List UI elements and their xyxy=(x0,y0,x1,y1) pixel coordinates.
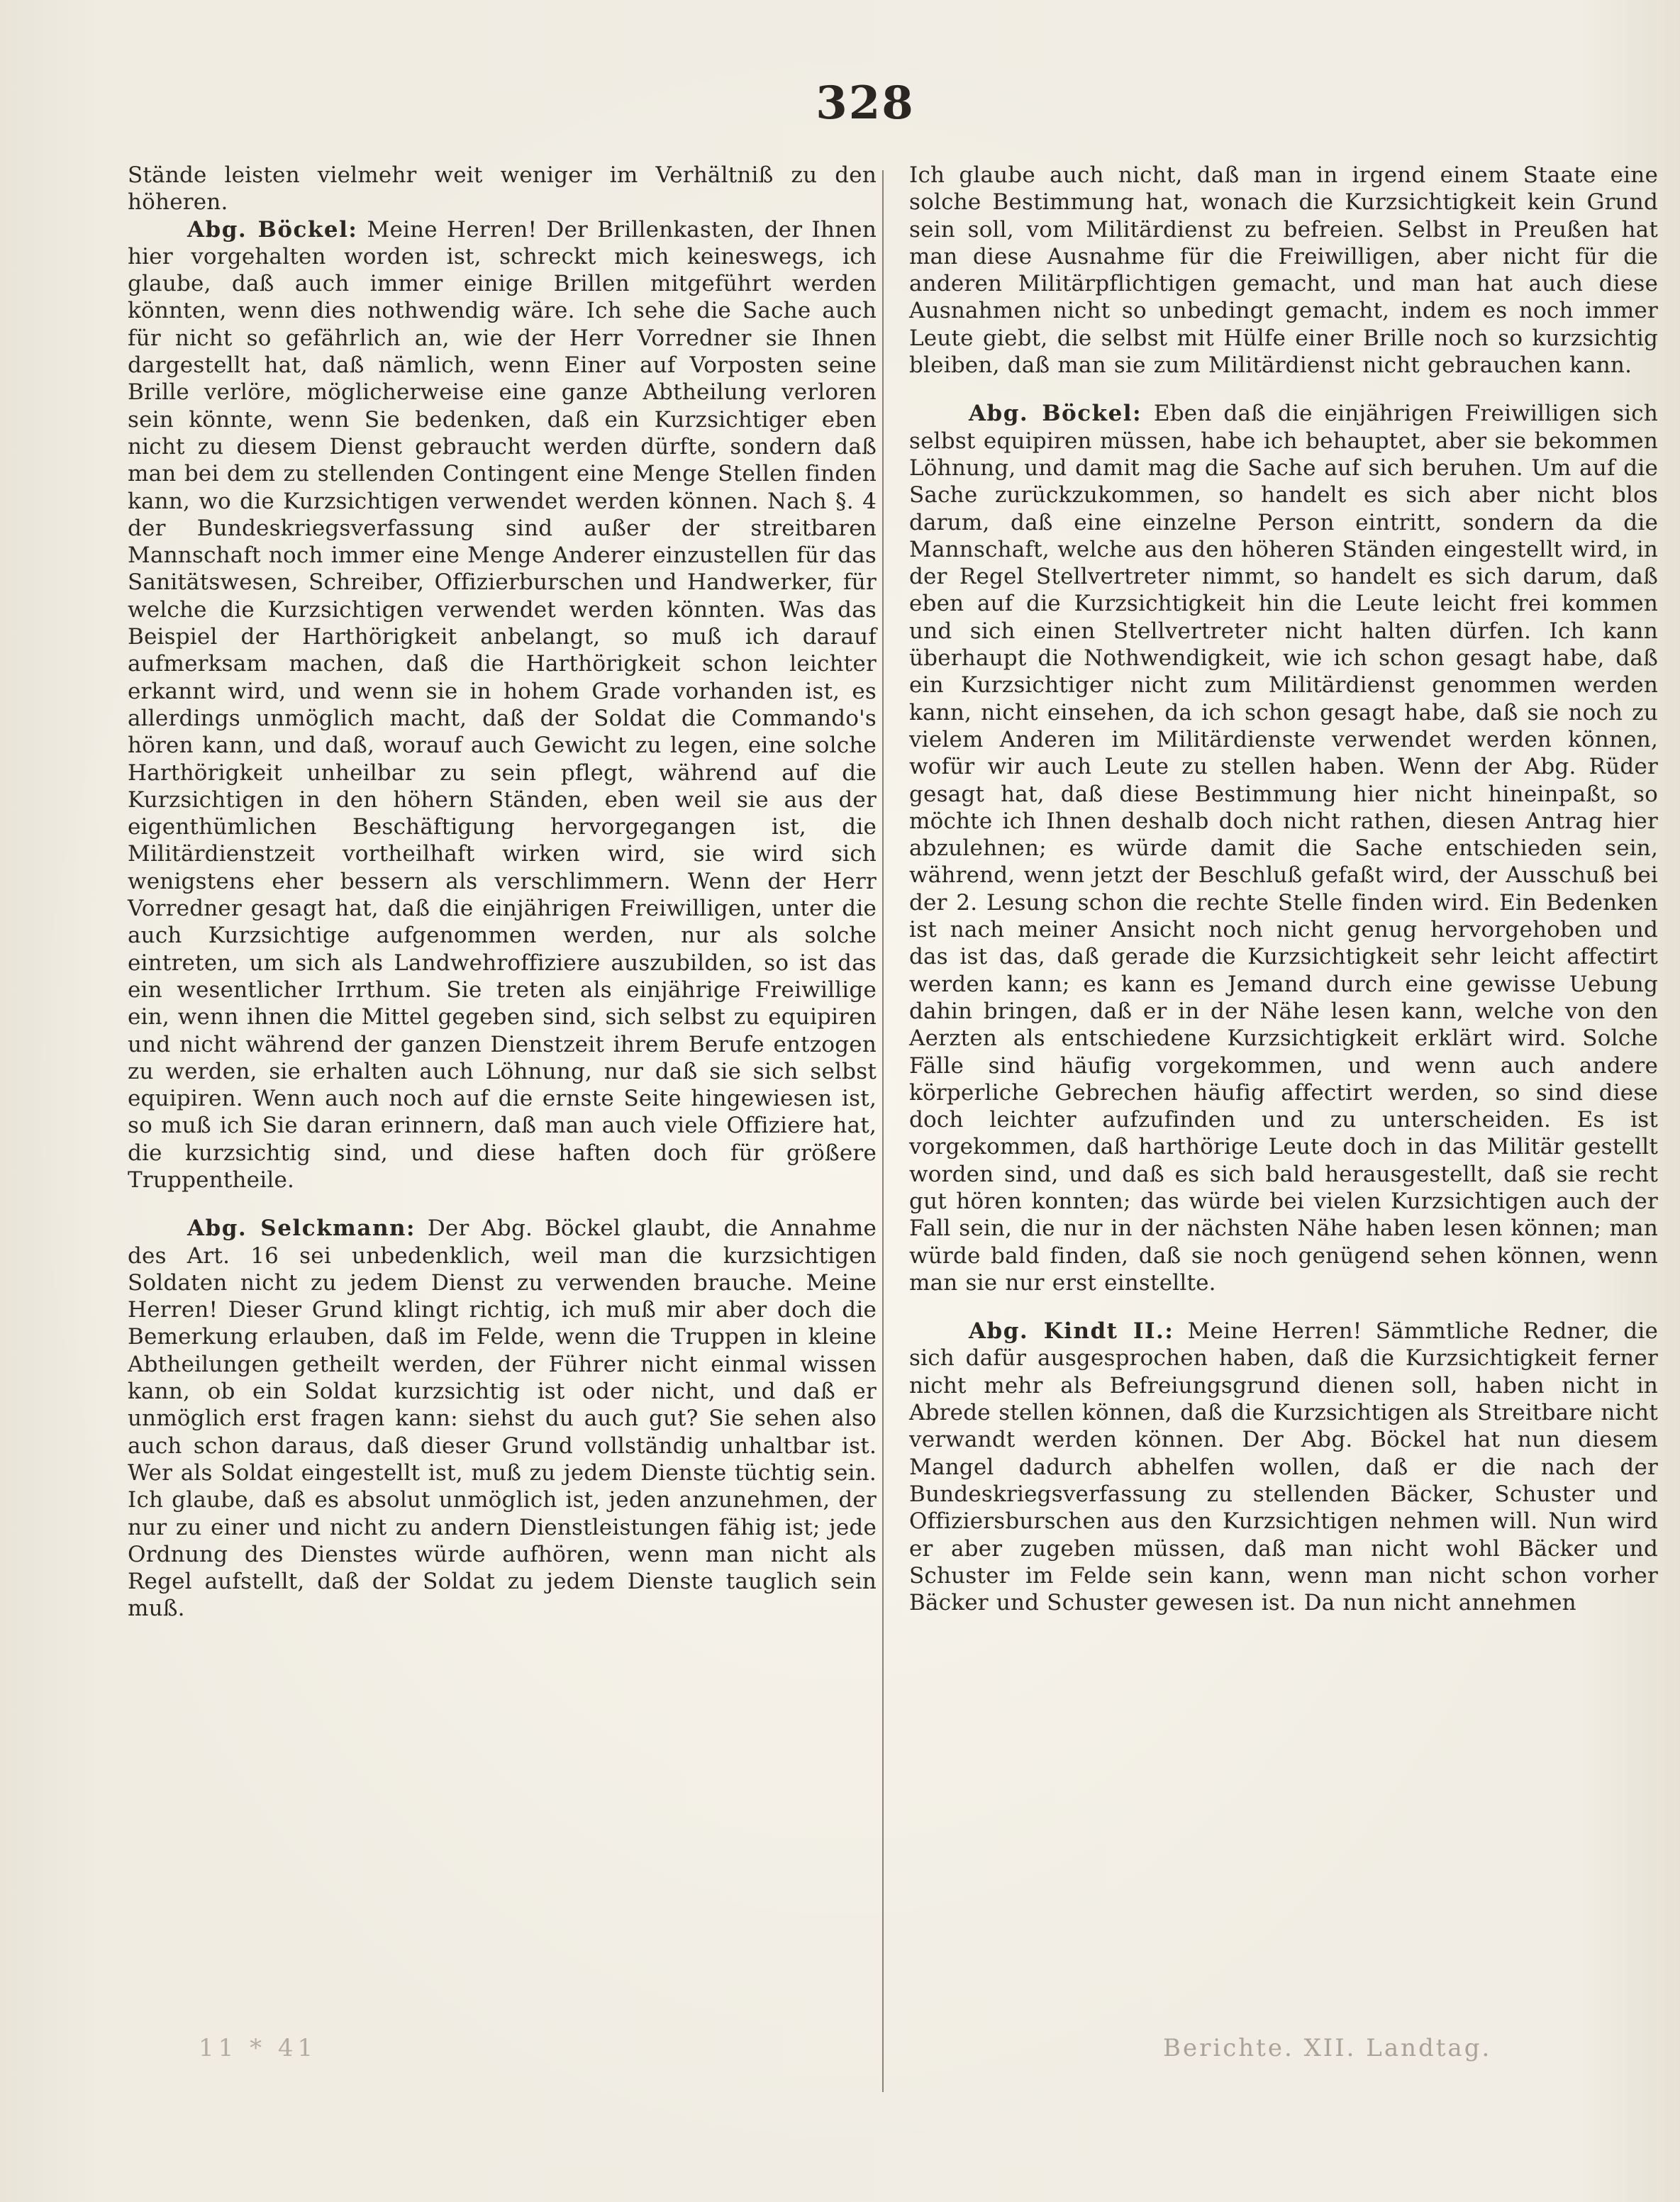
left-column xyxy=(128,162,877,1623)
page-number: 328 xyxy=(816,77,915,130)
paragraph xyxy=(909,400,1658,1296)
speaker-name: Abg. Böckel: xyxy=(187,216,358,243)
speaker-name: Abg. Selckmann: xyxy=(187,1216,416,1242)
paragraph xyxy=(128,1215,877,1622)
paragraph-text: Der Abg. Böckel glaubt, die Annahme des Art. 16 sei unbedenklich, weil man die kurzsichtigen Soldaten nicht zu jedem Dienst zu verwenden brauche. Meine Herren! Dieser Grund klingt richtig, ich muß mir aber doch die Bemerkung erlauben, daß im Felde, wenn die Truppen in kleine Abtheilungen getheilt werden, der Führer nicht einmal wissen kann, ob ein Soldat kurzsichtig ist oder nicht, und daß er unmöglich erst fragen kann: siehst du auch gut? Sie sehen also auch schon daraus, daß dieser Grund vollständig unhaltbar ist. Wer als Soldat eingestellt ist, muß zu jedem Dienste tüchtig sein. Ich glaube, daß es absolut unmöglich ist, jeden anzunehmen, der nur zu einer und nicht zu andern Dienstleistungen fähig ist; jede Ordnung des Dienstes würde aufhören, wenn man nicht als Regel aufstellt, daß der Soldat zu jedem Dienste tauglich sein muß. xyxy=(128,1216,877,1622)
footer-signature: Berichte. XII. Landtag. xyxy=(1163,2034,1492,2062)
speaker-name: Abg. Böckel: xyxy=(969,401,1142,427)
paragraph-text: Eben daß die einjährigen Freiwilligen sich selbst equipiren müssen, habe ich behauptet, aber sie bekommen Löhnung, und damit mag die Sache auf sich beruhen. Um auf die Sache zurückzukommen, so handelt es sich aber nicht blos darum, daß eine einzelne Person eintritt, sondern da die Mannschaft, welche aus den höheren Ständen eingestellt wird, in der Regel Stellvertreter nimmt, so handelt es sich darum, daß eben auf die Kurzsichtigkeit hin die Leute leicht frei kommen und sich einen Stellvertreter nicht halten dürfen. Ich kann überhaupt die Nothwendigkeit, wie ich schon gesagt habe, daß ein Kurzsichtiger nicht zum Militärdienst genommen werden kann, nicht einsehen, da ich schon gesagt habe, daß sie noch zu vielem Anderen im Militärdienste verwendet werden können, wofür wir auch Leute zu stellen haben. Wenn der Abg. Rüder gesagt hat, daß diese Bestimmung hier nicht hineinpaßt, so möchte ich Ihnen deshalb doch nicht rathen, diesen Antrag hier abzulehnen; es würde damit die Sache entschieden sein, während, wenn jetzt der Beschluß gefaßt wird, der Ausschuß bei der 2. Lesung schon die rechte Stelle finden wird. Ein Bedenken ist nach meiner Ansicht noch nicht genug hervorgehoben und das ist das, daß gerade die Kurzsichtigkeit sehr leicht affectirt werden kann; es kann es Jemand durch eine gewisse Uebung dahin bringen, daß er in der Nähe lesen kann, welche von den Aerzten als entschiedene Kurzsichtigkeit erklärt wird. Solche Fälle sind häufig vorgekommen, und wenn auch andere körperliche Gebrechen häufig affectirt werden, so sind diese doch leichter aufzufinden und zu unterscheiden. Es ist vorgekommen, daß harthörige Leute doch in das Militär gestellt worden sind, und daß es sich bald herausgestellt, daß sie recht gut hören konnten; das würde bei vielen Kurzsichtigen auch der Fall sein, die nur in der nächsten Nähe haben lesen können; man würde bald finden, daß sie noch genügend sehen können, wenn man sie nur erst einstellte. xyxy=(909,401,1658,1296)
paragraph xyxy=(909,1318,1658,1616)
paragraph xyxy=(128,216,877,1194)
column-divider xyxy=(882,170,884,2092)
footer-number: 11 * 41 xyxy=(199,2034,318,2062)
paragraph xyxy=(128,162,877,216)
right-column xyxy=(909,162,1658,1616)
paragraph-text: Stände leisten vielmehr weit weniger im Verhältniß zu den höheren. xyxy=(128,162,877,216)
speaker-name: Abg. Kindt II.: xyxy=(969,1318,1174,1345)
paragraph-text: Meine Herren! Sämmtliche Redner, die sich dafür ausgesprochen haben, daß die Kurzsichtigkeit ferner nicht mehr als Befreiungsgrund dienen soll, haben nicht in Abrede stellen können, daß die Kurzsichtigen als Streitbare nicht verwandt werden können. Der Abg. Böckel hat nun diesem Mangel dadurch abhelfen wollen, daß er die nach der Bundeskriegsverfassung zu stellenden Bäcker, Schuster und Offiziersburschen aus den Kurzsichtigen nehmen will. Nun wird er aber zugeben müssen, daß man nicht wohl Bäcker und Schuster im Felde sein kann, wenn man nicht schon vorher Bäcker und Schuster gewesen ist. Da nun nicht annehmen xyxy=(909,1318,1658,1616)
paragraph-text: Ich glaube auch nicht, daß man in irgend einem Staate eine solche Bestimmung hat, wonach die Kurzsichtigkeit kein Grund sein soll, vom Militärdienst zu befreien. Selbst in Preußen hat man diese Ausnahme für die Freiwilligen, aber nicht für die anderen Militärpflichtigen gemacht, und man hat auch diese Ausnahmen nicht so unbedingt gemacht, indem es noch immer Leute giebt, die selbst mit Hülfe einer Brille noch so kurzsichtig bleiben, daß man sie zum Militärdienst nicht gebrauchen kann. xyxy=(909,162,1658,379)
paragraph-text: Meine Herren! Der Brillenkasten, der Ihnen hier vorgehalten worden ist, schreckt mich keineswegs, ich glaube, daß auch immer einige Brillen mitgeführt werden könnten, wenn dies nothwendig wäre. Ich sehe die Sache auch für nicht so gefährlich an, wie der Herr Vorredner sie Ihnen dargestellt hat, daß nämlich, wenn Einer auf Vorposten seine Brille verlöre, möglicherweise eine ganze Abtheilung verloren sein könnte, wenn Sie bedenken, daß ein Kurzsichtiger eben nicht zu diesem Dienst gebraucht werden dürfte, sondern daß man bei dem zu stellenden Contingent eine Menge Stellen finden kann, wo die Kurzsichtigen verwendet werden können. Nach §. 4 der Bundeskriegsverfassung sind außer der streitbaren Mannschaft noch immer eine Menge Anderer einzustellen für das Sanitätswesen, Schreiber, Offizierburschen und Handwerker, für welche die Kurzsichtigen verwendet werden könnten. Was das Beispiel der Harthörigkeit anbelangt, so muß ich darauf aufmerksam machen, daß die Harthörigkeit schon leichter erkannt wird, und wenn sie in hohem Grade vorhanden ist, es allerdings unmöglich macht, daß der Soldat die Commando's hören kann, und daß, worauf auch Gewicht zu legen, eine solche Harthörigkeit unheilbar zu sein pflegt, während auf die Kurzsichtigen in den höhern Ständen, eben weil sie aus der eigenthümlichen Beschäftigung hervorgegangen ist, die Militärdienstzeit vortheilhaft wirken wird, sie wird sich wenigstens eher bessern als verschlimmern. Wenn der Herr Vorredner gesagt hat, daß die einjährigen Freiwilligen, unter die auch Kurzsichtige aufgenommen werden, nur als solche eintreten, um sich als Landwehroffiziere auszubilden, so ist das ein wesentlicher Irrthum. Sie treten als einjährige Freiwillige ein, wenn ihnen die Mittel gegeben sind, sich selbst zu equipiren und nicht während der ganzen Dienstzeit ihrem Berufe entzogen zu werden, sie erhalten auch Löhnung, nur daß sie sich selbst equipiren. Wenn auch noch auf die ernste Seite hingewiesen ist, so muß ich Sie daran erinnern, daß man auch viele Offiziere hat, die kurzsichtig sind, und diese haften doch für größere Truppentheile. xyxy=(128,216,877,1193)
paragraph xyxy=(909,162,1658,379)
